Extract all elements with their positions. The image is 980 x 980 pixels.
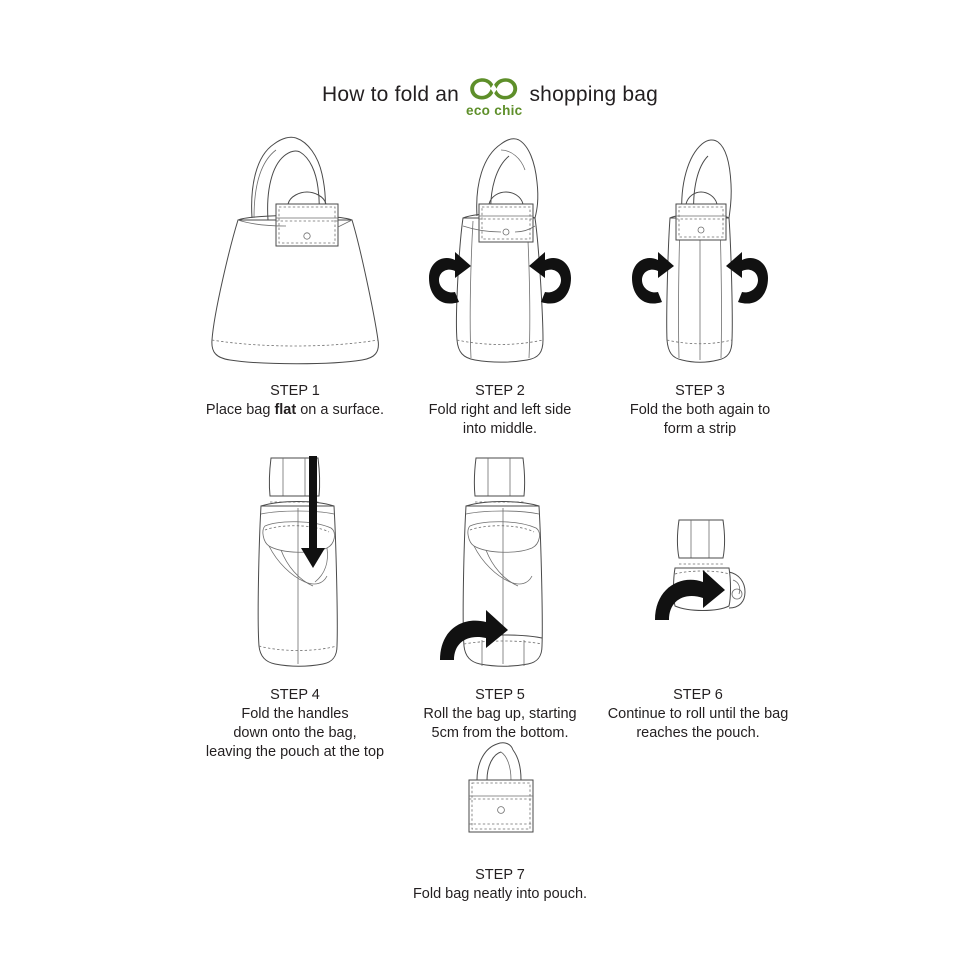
step-3	[590, 126, 810, 439]
step-3-desc-line1: Fold the both again to	[629, 402, 771, 418]
step-1-label: STEP 1	[270, 383, 320, 399]
title-text-after: shopping bag	[529, 83, 658, 106]
title-text-before: How to fold an	[322, 83, 460, 106]
step-4-desc-line1: Fold the handles	[241, 706, 349, 722]
step-5-caption	[398, 686, 602, 743]
step-6-desc-line1: Continue to roll until the bag	[607, 706, 789, 722]
step-4	[150, 440, 440, 762]
step-5-illustration	[398, 440, 602, 680]
step-5	[398, 440, 602, 743]
step-7-illustration	[398, 740, 602, 860]
step-4-label: STEP 4	[270, 687, 320, 703]
step-1-desc-pre: Place bag	[205, 402, 275, 418]
step-7-desc-line1: Fold bag neatly into pouch.	[412, 886, 588, 902]
step-6-caption	[578, 686, 818, 743]
step-4-illustration	[150, 440, 440, 680]
fold-arrow-left	[429, 252, 471, 304]
step-3-caption	[590, 382, 810, 439]
step-7-caption	[398, 866, 602, 904]
step-7-label: STEP 7	[475, 867, 525, 883]
step-7	[398, 740, 602, 904]
step-4-desc-line2: down onto the bag,	[233, 725, 357, 741]
step-2-desc-line1: Fold right and left side	[428, 402, 572, 418]
step-6-desc-line2: reaches the pouch.	[636, 725, 760, 741]
step-5-label: STEP 5	[475, 687, 525, 703]
roll-up-arrow	[440, 610, 508, 660]
step-5-desc-line2: 5cm from the bottom.	[431, 725, 569, 741]
step-5-desc-line1: Roll the bag up, starting	[423, 706, 577, 722]
fold-arrow-right	[529, 252, 571, 304]
step-2-label: STEP 2	[475, 383, 525, 399]
step-1-desc	[150, 401, 440, 420]
step-3-desc-line2: form a strip	[663, 421, 737, 437]
step-1-desc-bold: flat	[274, 402, 297, 418]
step-2	[400, 126, 600, 439]
step-3-label: STEP 3	[675, 383, 725, 399]
step-2-desc-line2: into middle.	[462, 421, 538, 437]
step-6-label: STEP 6	[673, 687, 723, 703]
step-1-desc-post: on a surface.	[296, 402, 385, 418]
brand-name: eco chic	[466, 103, 523, 118]
step-3-illustration	[590, 126, 810, 376]
infinity-leaf-logo-icon	[467, 76, 521, 102]
step-6	[578, 440, 818, 743]
step-2-illustration	[400, 126, 600, 376]
continue-roll-arrow	[655, 570, 725, 620]
page-title	[0, 74, 980, 116]
step-4-caption	[150, 686, 440, 762]
step-1-illustration	[150, 126, 440, 376]
step-6-illustration	[578, 440, 818, 680]
step-1-caption	[150, 382, 440, 420]
step-2-caption	[400, 382, 600, 439]
step-1	[150, 126, 440, 420]
eco-chic-logo	[466, 76, 522, 118]
step-4-desc-line3: leaving the pouch at the top	[205, 744, 385, 760]
